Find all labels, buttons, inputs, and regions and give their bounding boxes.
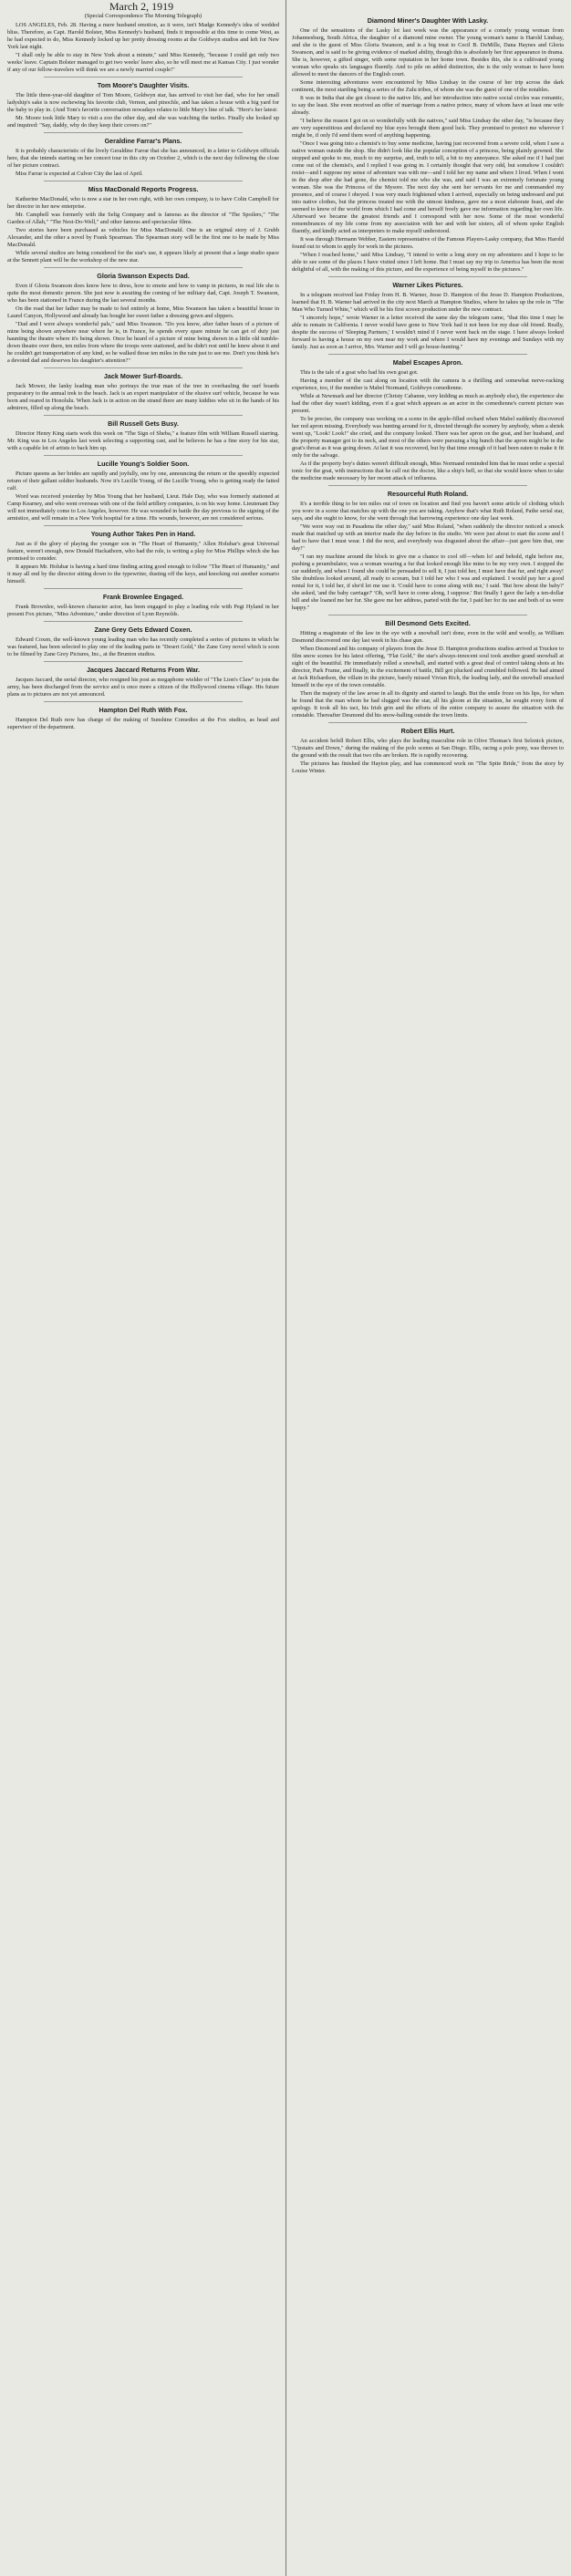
- handwritten-date: March 2, 1919: [109, 0, 174, 13]
- article-paragraph: Word was received yesterday by Miss Young that her husband, Lieut. Hale Day, who was formerly stationed at Camp Kearney, and who went overseas with one of the field artillery companies, is on his way home. Lieutenant Day will not immediately come to Los Angeles, however. He was wounded in battle the day previous to the signing of the armistice, and will remain in a New York hospital for a time. His wounds, however, are not considered serious.: [7, 493, 279, 522]
- section-separator: [44, 701, 243, 702]
- article-paragraph: Then the majesty of the law arose in all its dignity and started to laugh. But the smile froze on his lips, for when he found that the man whom he had slugged was the star, all his gloom at the situation, he sought every form of apology. It took all his tact, his Irish grin and the efforts of the entire company to assure the situation with the constable. Thereafter Desmond did his snow-balling outside the town limits.: [292, 690, 564, 719]
- article-paragraph: It was in India that she got closest to the native life, and her introduction into native social circles was romantic, to say the least. She even received an offer of marriage from a native prince, many of whom have at least one wife already.: [292, 95, 564, 116]
- article-paragraph: To be precise, the company was working on a scene in the apple-filled orchard when Mabel suddenly discovered her red apron missing. Everybody was hunting around for it, directed through the scenery by anybody, when a shriek went up, "Look! Look!" she cried, and the company looked. There was her apron on the goat, and her husband, and the property manager got to its neck, and most of the others were pursuing a big hunch that the apron might be in the goat's throat as it was going down. At last it was recovered, but by that time enough of it had been eaten to make it fit only for the salvage.: [292, 416, 564, 459]
- article-paragraph: "When I reached home," said Miss Lindsay, "I intend to write a long story on my adventures and I hope to be able to see some of the places I have visited since I left home. But I must say my trip to America has been the most delightful of all, with the making of this picture, and the experience of being myself in the pictures.": [292, 252, 564, 273]
- section-separator: [328, 722, 527, 723]
- article-paragraph: As if the property boy's duties weren't difficult enough, Miss Normand reminded him that he must order a special tonic for the goat, with instructions that he call out the doctor, like a ship's bell, so that she would know when to take the medicine made necessary by her recent attack of influenza.: [292, 460, 564, 481]
- article-paragraph: Some interesting adventures were encountered by Miss Lindsay in the course of her trip across the dark continent, the most startling being a series of the Zulu tribes, of whom she was the guest of one of the notables.: [292, 79, 564, 93]
- article-paragraph: "Once I was going into a chemist's to buy some medicine, having just recovered from a severe cold, when I saw a native woman outside the shop. She didn't look like the popular conception of a princess, being plainly gowned. She stopped and spoke to me, much to my surprise, and, truth to tell, a bit to my annoyance. She asked me if I had just come out of the chemist's, and I replied I was going in. I certainly thought that very odd, but somehow I couldn't resist—and I suppose my sense of adventure was with me—and I told her my name and where I lived. When I went in the shop after she had gone, the chemist told me who she was, and said I was an extremely fortunate young woman. She was the Princess of the Mysore. The next day she sent her servants for me and commanded my presence, and of course I obeyed. I was very much frightened when I arrived, especially on being undressed and put into native clothes, but the princess treated me with the utmost kindness, gave me a most elaborate feast, and she seemed to know of the world from which I had come and herself freely gave me information regarding her own life. Afterward we became the greatest friends and I correspond with her now. Some of the most wonderful remembrances of my life come from my association with her and with her sisters, all of whom spoke English fluently, and kindly acted as interpreters to make myself understood.: [292, 140, 564, 234]
- article-paragraph: Katherine MacDonald, who is now a star in her own right, with her own company, is to have Colin Campbell for her director in her new enterprise.: [7, 196, 279, 210]
- article-paragraph: It appears Mr. Holubar is having a hard time finding acting good enough to follow "The Heart of Humanity," and it may all end by the director sitting down to the typewriter, dusting off the keys, and knocking out another scenario himself.: [7, 564, 279, 585]
- article-paragraph: Frank Brownlee, well-known character actor, has been engaged to play a leading role with Pegi Hyland in her present Fox picture, "Miss Adventure," under direction of Lynn Reynolds.: [7, 604, 279, 617]
- article-paragraph: While at Newmark and her director (Christy Cabanne, very kidding as much as anybody else), the experience she had the other day wasn't kidding, even if a goat which appears as an actor in the comedienne's current picture was present.: [292, 393, 564, 414]
- article-paragraph: The pictures has finished the Hayton play, and has commenced work on "The Spite Bride," from the story by Louise Winter.: [292, 760, 564, 774]
- article-paragraph: When Desmond and his company of players from the Jesse D. Hampton productions studios arrived at Truckee to film snow scenes for his latest offering, "Flat Gold," the star's always-innocent soul took another grand snowball at sight of the beautiful. He immediately rolled a snowball, and started with a great deal of control taking shots at his director, Park Frame, and finally, in the excitement of battle, Bill got plucked and crumbled followed. He had aimed at Jack Richardson, the villain in the picture, barely missed Vivian Rich, the leading lady, and the snowball smacked himself in the eye of the town constable.: [292, 646, 564, 688]
- article-headline: Warner Likes Pictures.: [392, 281, 463, 289]
- article-paragraph: One of the sensations of the Lasky lot last week was the appearance of a comely young woman from Johannesburg, South Africa, the daughter of a diamond mine owner. The young woman's name is Harold Lindsay, and she is the guest of Miss Gloria Swanson, and is a big treat to Cecil B. DeMille, Dana Haynes and Gloria Swanson, and is said to be giving evidence of marked ability, though this is absolutely her first appearance in drama. She is, however, a gifted singer, with some reputation in her home town. Besides this, she is a cultivated young woman who speaks six languages fluently. And to pile on added distinction, she is the only woman to have been allowed to meet the dancers of the English court.: [292, 27, 564, 78]
- article-paragraph: It was through Hermann Webber, Eastern representative of the Famous Players-Lasky company, that Miss Harold found out to whom to apply for work in the pictures.: [292, 236, 564, 250]
- article-headline: Hampton Del Ruth With Fox.: [99, 706, 188, 714]
- article-headline: Zane Grey Gets Edward Coxen.: [94, 626, 192, 634]
- article-headline: Young Author Takes Pen in Hand.: [90, 530, 196, 538]
- section-separator: [328, 276, 527, 277]
- article-paragraph: Edward Coxen, the well-known young leading man who has recently completed a series of pictures in which he was featured, has been selected to play one of the leading parts in "Desert Gold," the Zane Grey novel which is soon to be filmed by Zane Grey Pictures, Inc., at the Brunton studios.: [7, 636, 279, 657]
- article-paragraph: While several studios are being considered for the star's use, it appears likely at present that a large studio space at the Sennett plant will be the workshop of the new star.: [7, 250, 279, 264]
- section-separator: [44, 621, 243, 622]
- section-separator: [44, 525, 243, 526]
- section-separator: [44, 367, 243, 368]
- article-headline: Geraldine Farrar's Plans.: [104, 137, 182, 145]
- article-paragraph: It is probably characteristic of the lively Geraldine Farrar that she has announced, in a letter to Goldwyn officials here, that she intends starting on her concert tour in this city on October 2, which is the next day following the close of her picture contract.: [7, 148, 279, 169]
- article-paragraph: "Dad and I were always wonderful pals," said Miss Swanson. "Do you know, after father hears of a picture of mine being shown anywhere near where he is, in France, he spends every spare minute he can get of duty just haunting the theatre where it's being shown. Once he heard of a picture of mine being shown in a little old tumble-down theatre over there, ten miles from where the troops were stationed, and he didn't rest until he knew about it and he couldn't get transportation of any kind, so he walked those ten miles in the rain just to see me. Don't you think he's a devoted dad and deserves his daughter's attention?": [7, 321, 279, 364]
- article-paragraph: Mr. Campbell was formerly with the Selig Company and is famous as the director of "The Spoilers," "The Garden of Allah," "The Nest-Do-Well," and other famous and spectacular films.: [7, 212, 279, 225]
- article-headline: Miss MacDonald Reports Progress.: [88, 185, 199, 193]
- article-headline: Diamond Miner's Daughter With Lasky.: [367, 16, 489, 25]
- article-paragraph: Even if Gloria Swanson does know how to dress, how to emote and how to vamp in pictures, in real life she is quite the most domestic person. She just now is awaiting the coming of her military dad, Capt. Joseph T. Swanson, who has been stationed in France during the last several months.: [7, 283, 279, 304]
- article-paragraph: LOS ANGELES, Feb. 28. Having a mere husband emotion, as it were, isn't Madge Kennedy's idea of wedded bliss. Therefore, as Capt. Harold Bolster, Miss Kennedy's husband, finds it impossible at this time to come West, as he had expected to do, Miss Kennedy locked up her pretty dressing rooms at the Goldwyn studios and left for New York last night.: [7, 22, 279, 50]
- article-headline: Frank Brownlee Engaged.: [102, 593, 184, 601]
- article-paragraph: In a telegram received last Friday from H. B. Warner, Jesse D. Hampton of the Jesse D. Hampton Productions, learned that H. B. Warner had arrived in the city next March at Hampton Studios, where he takes up the role in "The Man Who Turned White," which will be his first screen production under the new contract.: [292, 292, 564, 313]
- article-headline: Lucille Young's Soldier Soon.: [97, 460, 190, 468]
- article-headline: Jacques Jaccard Returns From War.: [87, 666, 200, 674]
- article-paragraph: The little three-year-old daughter of Tom Moore, Goldwyn star, has arrived to visit her dad, who for her small ladyship's sake is now eschewing his favorite club, Vernon, and pinochle, and has taken a house with a big yard for the baby to play in. (And Tom's favorite conversation nowadays relates to little Mary's line of talk. "Here's her latest:: [7, 92, 279, 113]
- article-paragraph: An accident befell Robert Ellis, who plays the leading masculine role in Olive Thomas's first Selznick picture, "Upstairs and Down," during the making of the polo scenes at San Diego. Ellis, racing a polo pony, was thrown to the ground with the result that two ribs are broken. He is rapidly recovering.: [292, 738, 564, 759]
- section-separator: [44, 77, 243, 78]
- article-paragraph: Having a member of the cast along on location with the camera is a thrilling and somewhat nerve-racking experience, too, if the member is Mabel Normand, Goldwyn comedienne.: [292, 378, 564, 391]
- article-headline: Tom Moore's Daughter Visits.: [97, 81, 190, 89]
- article-paragraph: Miss Farrar is expected at Culver City the last of April.: [16, 171, 143, 177]
- section-separator: [44, 267, 243, 268]
- article-paragraph: "I believe the reason I got on so wonderfully with the natives," said Miss Lindsay the other day, "is because they are very superstitious and declared my blue eyes brought them good luck. They promised to protect me wherever I might be, if only I'd send them word of anything happening.: [292, 118, 564, 139]
- section-separator: [328, 354, 527, 355]
- dateline: (Special Correspondence The Morning Telegraph): [84, 13, 202, 19]
- section-separator: [44, 415, 243, 416]
- article-paragraph: On the road that her father may be made to feel entirely at home, Miss Swanson has taken a beautiful house in Laurel Canyon, Hollywood and already has bought her sweet father a dressing gown and slippers.: [7, 305, 279, 319]
- section-separator: [44, 132, 243, 133]
- section-separator: [44, 588, 243, 589]
- article-headline: Bill Russell Gets Busy.: [108, 419, 179, 428]
- article-paragraph: Just as if the glory of playing the younger son in "The Heart of Humanity," Allen Holubar's great Universal feature, weren't enough, now Donald Hackathorn, who had the role, is writing a play for Miss Phillips which she has promised to consider.: [7, 541, 279, 562]
- article-paragraph: Mr. Moore took little Mary to visit a zoo the other day, and she was watching the turtles. Finally she looked up and inquired: "Say, daddy, why do they keep their covers on?": [7, 115, 279, 129]
- article-paragraph: Hitting a magistrate of the law in the eye with a snowball isn't done, even in the wild and woolly, as William Desmond discovered one day last week in his chase gun.: [292, 630, 564, 644]
- article-paragraph: "I shall only be able to stay in New York about a minute," said Miss Kennedy, "because I could get only two weeks' leave. Captain Bolster managed to get two weeks' leave also, so he will meet me at Kansas City. I just wonder if any of our fellow-travelers will think we are a newly married couple!": [7, 52, 279, 73]
- section-separator: [44, 661, 243, 662]
- article-paragraph: Hampton Del Ruth now has charge of the making of Sunshine Comedies at the Fox studios, as head and supervisor of the department.: [7, 717, 279, 730]
- article-paragraph: Director Henry King starts work this week on "The Sign of Sheba," a feature film with William Russell starring. Mr. King was in Los Angeles last week selecting a supporting cast, and he believes he has a fine story for his star, with a capable lot of artists to back him up.: [7, 430, 279, 451]
- section-separator: [44, 455, 243, 456]
- article-headline: Bill Desmond Gets Excited.: [385, 619, 471, 627]
- article-paragraph: "We were way out in Pasadena the other day," said Miss Roland, "when suddenly the director noticed a smock made that matched up with an interior made the day before in the studio. We were just about to start the scene and I had to have that I must wear. I did the next, and everybody was disgusted about the affair—just gave him that, one day!": [292, 523, 564, 552]
- section-separator: [328, 615, 527, 616]
- article-paragraph: This is the tale of a goat who had his own goat got.: [300, 369, 419, 376]
- left-column: [7, 13, 279, 2571]
- article-paragraph: "I ran my machine around the block to give me a chance to cool off—when lo! and behold, right before me, pushing a perambulator, was a woman wearing a fur that looked enough like mine to be my very own. I stopped the car suddenly, and when I found she could be persuaded to sell it, I just told her, I must have that fur, and right away! She doubtless looked around, all ready to scream, but I told her who I was and explained. I would pay her a good rental for it, I told her, if she'd let me use it. 'Could have to come along with me,' I said. 'But how about the baby?' she asked, 'and the baby carriage?' 'Oh, we'll have to come along, I suppose.' But finally I gave the lady a ten-dollar bill and she loaned me her fur. She gave me her address, parted with the fur, I paid her for its use and both of us were happy.": [292, 553, 564, 611]
- article-paragraph: Jack Mower, the lanky leading man who portrays the true man of the tree in overhauling the surf boards preparatory to the annual trek to the beach. Jack is an expert manipulator of the elusive surf vehicle, because he was born and reared in Honolulu. When Jack is in action on the strand there are many kiddies who sit in the hands of his admirers, filled up along the beach.: [7, 383, 279, 411]
- article-headline: Robert Ellis Hurt.: [400, 727, 455, 735]
- article-paragraph: "I sincerely hope," wrote Warner in a letter received the same day the telegram came, "that this time I may be able to remain in California. I never would have gone to New York had it not been for my dear old friend. Really, despite the success of 'Sleeping Partners,' I wouldn't mind if I never went back on the stage. I have always looked forward to having a house on my own near my work and where I would have my evenings and Sundays with my family. Just as soon as I arrive, Mrs. Warner and I will go house-hunting.": [292, 315, 564, 350]
- right-column: [292, 13, 564, 2571]
- article-headline: Mabel Escapes Apron.: [392, 358, 463, 367]
- section-separator: [328, 485, 527, 486]
- article-headline: Resourceful Ruth Roland.: [387, 490, 469, 498]
- article-paragraph: Picture queens as her brides are rapidly and joyfully, one by one, announcing the return or the speedily expected return of their gallant soldier husbands. Now it's Lucille Young, of the Lucille Young, who is getting ready the fatted calf.: [7, 471, 279, 491]
- article-headline: Jack Mower Surf-Boards.: [103, 372, 183, 380]
- article-paragraph: Jacques Jaccard, the serial director, who resigned his post as megaphone wielder of "The Lion's Claw" to join the army, has been discharged from the service and is once more a citizen of the Hollywood cinema village. His future plans as to pictures are not yet announced.: [7, 677, 279, 698]
- article-paragraph: Two stories have been purchased as vehicles for Miss MacDonald. One is an original story of J. Grubb Alexander, and the other a novel by Frank Spearman. The Spearman story will be the first one to be made by Miss MacDonald.: [7, 227, 279, 248]
- article-paragraph: It's a terrible thing to be ten miles out of town on location and find you haven't some article of clothing which you wore in a scene that matches up with the one you are taking. Anyhow that's what Ruth Roland, Pathe serial star, says, and she ought to know, for she went through that harrowing experience one day last week.: [292, 501, 564, 522]
- article-headline: Gloria Swanson Expects Dad.: [97, 272, 190, 280]
